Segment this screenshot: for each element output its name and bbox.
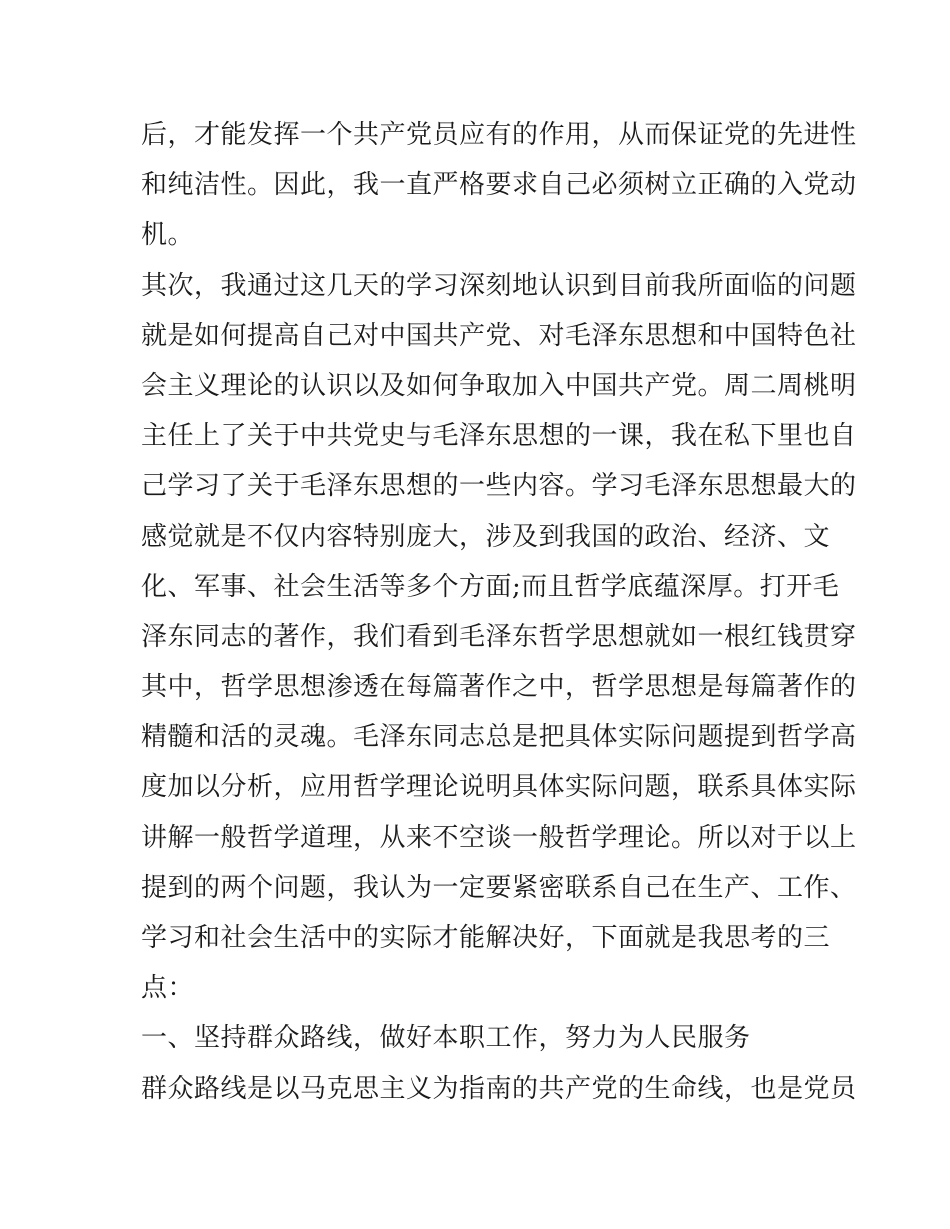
section-heading: 一、坚持群众路线，做好本职工作，努力为人民服务 (141, 1023, 751, 1054)
text-line: 精髓和活的灵魂。毛泽东同志总是把具体实际问题提到哲学高 (141, 722, 857, 753)
text-line: 点： (141, 973, 195, 1004)
text-line: 和纯洁性。因此，我一直严格要求自己必须树立正确的入党动 (141, 170, 857, 201)
text-line: 讲解一般哲学道理，从来不空谈一般哲学理论。所以对于以上 (141, 822, 857, 853)
text-line: 主任上了关于中共党史与毛泽东思想的一课，我在私下里也自 (141, 421, 857, 452)
text-line: 就是如何提高自己对中国共产党、对毛泽东思想和中国特色社 (141, 320, 857, 351)
text-line: 学习和社会生活中的实际才能解决好，下面就是我思考的三 (141, 923, 831, 953)
text-line: 会主义理论的认识以及如何争取加入中国共产党。周二周桃明 (141, 370, 857, 401)
text-line: 其中，哲学思想渗透在每篇著作之中，哲学思想是每篇著作的 (141, 672, 857, 703)
text-line: 提到的两个问题，我认为一定要紧密联系自己在生产、工作、 (141, 872, 857, 903)
text-line: 度加以分析，应用哲学理论说明具体实际问题，联系具体实际 (141, 772, 857, 803)
text-line: 其次，我通过这几天的学习深刻地认识到目前我所面临的问题 (141, 270, 857, 301)
text-line: 机。 (141, 220, 195, 251)
text-line: 感觉就是不仅内容特别庞大，涉及到我国的政治、经济、文 (141, 521, 831, 552)
text-line: 群众路线是以马克思主义为指南的共产党的生命线，也是党员 (141, 1073, 857, 1104)
text-line: 己学习了关于毛泽东思想的一些内容。学习毛泽东思想最大的 (141, 471, 857, 502)
text-line: 泽东同志的著作，我们看到毛泽东哲学思想就如一根红钱贯穿 (141, 621, 857, 652)
text-line: 化、军事、社会生活等多个方面;而且哲学底蕴深厚。打开毛 (141, 571, 840, 602)
document-body (141, 110, 857, 1114)
text-line: 后，才能发挥一个共产党员应有的作用，从而保证党的先进性 (141, 120, 857, 150)
